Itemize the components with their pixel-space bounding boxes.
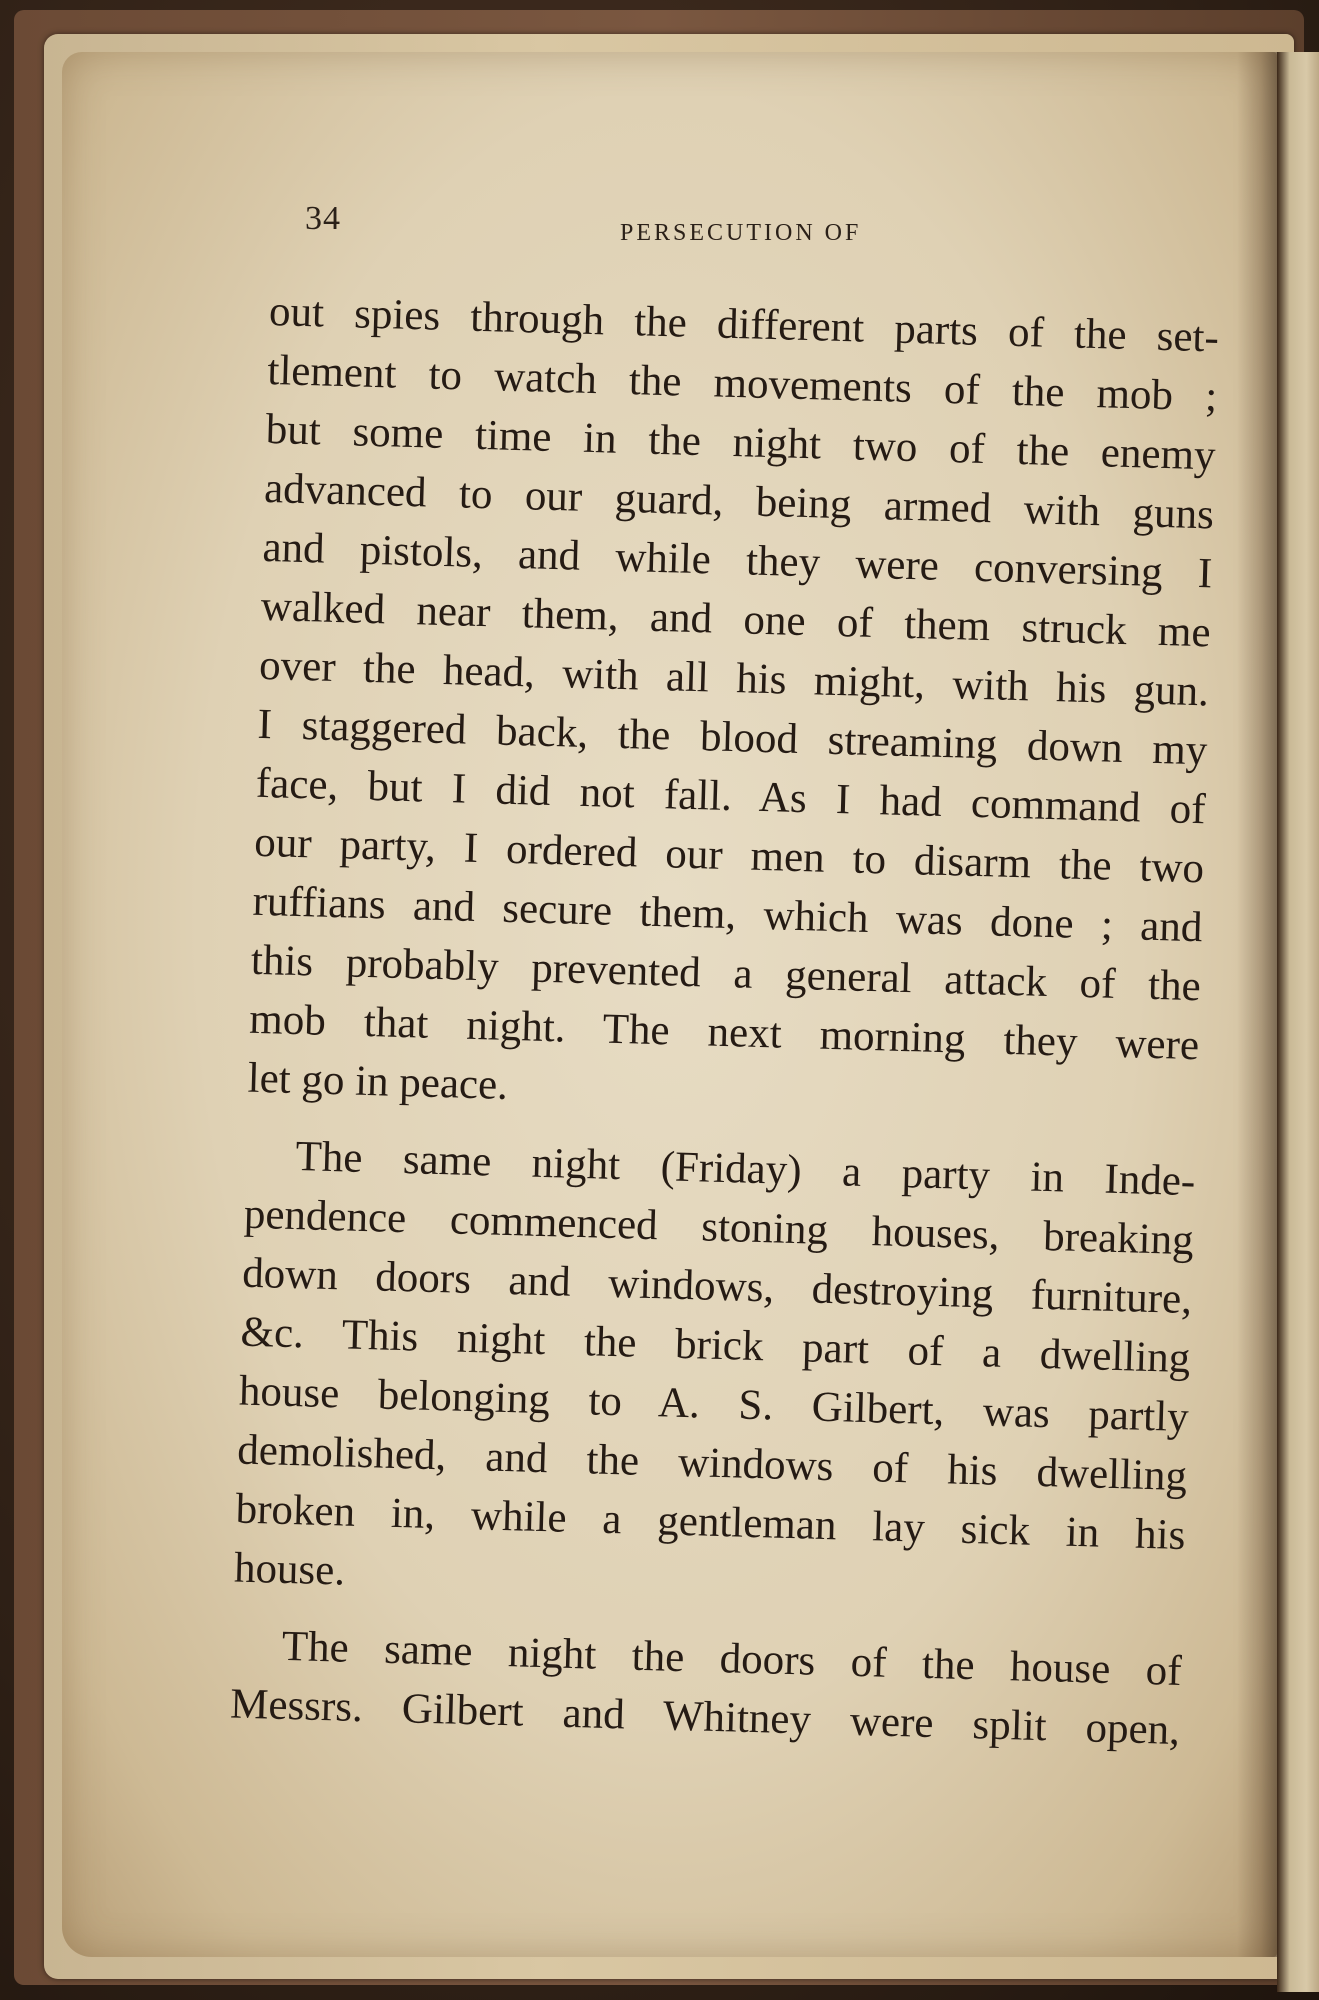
text-line: Messrs. Gilbert and Whitney were split open, xyxy=(229,1680,1181,1754)
text-line: walked near them, and one of them struck me xyxy=(260,582,1212,657)
text-line: face, but I did not fall. As I had command of xyxy=(255,759,1207,834)
page-gutter-shadow xyxy=(1237,52,1277,1957)
text-line: house. xyxy=(233,1544,346,1595)
text-line: out spies through the different parts of the set- xyxy=(268,287,1220,362)
text-line: down doors and windows, destroying furniture, xyxy=(241,1249,1193,1324)
page-number: 34 xyxy=(305,200,341,237)
paragraph-2 xyxy=(233,1126,1196,1624)
text-line: The same night (Friday) a party in Inde- xyxy=(294,1133,1196,1206)
paragraph-1 xyxy=(247,282,1220,1134)
text-line: advanced to our guard, being armed with guns xyxy=(263,464,1215,539)
text-line: broken in, while a gentleman lay sick in his xyxy=(235,1485,1187,1560)
text-line: our party, I ordered our men to disarm the two xyxy=(253,818,1205,893)
text-line: this probably prevented a general attack of the xyxy=(250,936,1202,1011)
text-line: I staggered back, the blood streaming down my xyxy=(256,700,1208,775)
running-head: PERSECUTION OF xyxy=(620,220,862,246)
page-header xyxy=(305,200,1205,260)
text-line: demolished, and the windows of his dwelling xyxy=(236,1426,1188,1501)
text-line: tlement to watch the movements of the mob ; xyxy=(266,346,1218,421)
body-text xyxy=(229,282,1219,1760)
text-line: ruffians and secure them, which was done ; and xyxy=(252,877,1203,952)
text-line: over the head, with all his might, with his gun. xyxy=(258,641,1210,716)
text-line: The same night the doors of the house of xyxy=(281,1622,1183,1695)
text-line: pendence commenced stoning houses, breaking xyxy=(243,1190,1195,1265)
text-line: let go in peace. xyxy=(247,1054,509,1109)
text-line: and pistols, and while they were conversing I xyxy=(261,523,1213,598)
text-line: house belonging to A. S. Gilbert, was partly xyxy=(238,1367,1190,1442)
text-line: mob that night. The next morning they were xyxy=(248,995,1200,1070)
text-line: &c. This night the brick part of a dwelling xyxy=(240,1308,1191,1383)
text-line: but some time in the night two of the enemy xyxy=(265,405,1217,480)
facing-page-edge xyxy=(1277,52,1319,1992)
